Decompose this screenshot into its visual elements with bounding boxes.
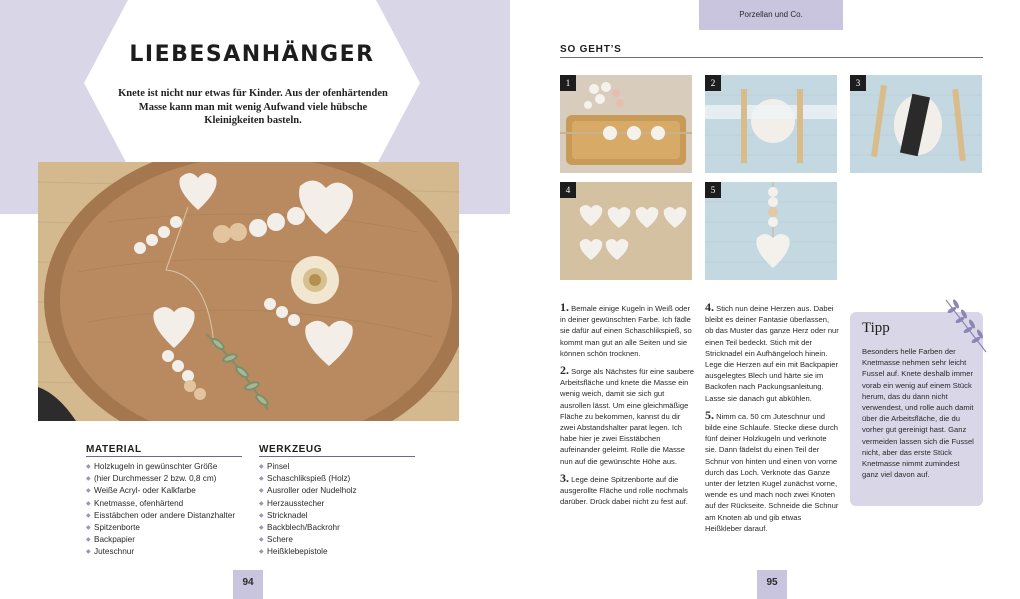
material-item: ◆ (hier Durchmesser 2 bzw. 0,8 cm) — [86, 473, 248, 485]
step-badge: 1 — [560, 75, 576, 91]
step-2 — [560, 365, 695, 467]
werkzeug-item: ◆ Schere — [259, 534, 419, 546]
step-text: Bemale einige Kugeln in Weiß oder in deiner gewünschten Farbe. Ich fädle sie dafür auf einen Schaschlikspieß, so kommt man gut an alle Seiten und sie können schön trocknen. — [560, 304, 692, 358]
step-badge: 4 — [560, 182, 576, 198]
material-rule — [86, 456, 242, 457]
tip-title: Tipp — [862, 320, 890, 336]
werkzeug-item: ◆ Herzausstecher — [259, 498, 419, 510]
material-item: ◆ Holzkugeln in gewünschter Größe — [86, 461, 248, 473]
step-number: 4. — [705, 300, 714, 314]
werkzeug-heading: WERKZEUG — [259, 444, 323, 455]
section-rule — [560, 57, 983, 58]
material-item: ◆ Weiße Acryl- oder Kalkfarbe — [86, 485, 248, 497]
step-badge: 5 — [705, 182, 721, 198]
werkzeug-rule — [259, 456, 415, 457]
material-item: ◆ Spitzenborte — [86, 522, 248, 534]
werkzeug-item: ◆ Heißklebepistole — [259, 546, 419, 558]
page-number-right: 95 — [757, 570, 787, 599]
material-list — [86, 461, 248, 559]
tip-text: Besonders helle Farben der Knetmasse nehmen sehr leicht Fussel auf. Knete deshalb immer vorab ein wenig auf einem Stück herum, das du dann nicht verwendest, und rolle auch damit über die Arbeitsfläche, die du vorher gut gereinigt hast. Ganz vermeiden lassen sich die Fussel nicht, aber das erste Stück Knetmasse nimmt zumindest ganz viel davon auf. — [862, 347, 974, 480]
page-title: LIEBESANHÄNGER — [129, 42, 375, 67]
step-photo-5 — [705, 182, 837, 280]
instructions-column-1 — [560, 302, 695, 513]
step-3 — [560, 470, 695, 508]
step-1 — [560, 302, 695, 359]
step-number: 1. — [560, 300, 569, 314]
material-heading: MATERIAL — [86, 444, 142, 455]
werkzeug-item: ◆ Schaschlikspieß (Holz) — [259, 473, 419, 485]
title-hexagon — [84, 0, 420, 166]
hero-photo — [38, 162, 459, 421]
step-photo-4 — [560, 182, 692, 280]
material-item: ◆ Eisstäbchen oder andere Distanzhalter — [86, 510, 248, 522]
intro-text: Knete ist nicht nur etwas für Kinder. Aus der ofenhärtenden Masse kann man mit wenig Aufwand viele hübsche Kleinigkeiten basteln. — [118, 88, 388, 126]
chapter-tab: Porzellan und Co. — [699, 0, 843, 30]
werkzeug-item: ◆ Backblech/Backrohr — [259, 522, 419, 534]
instructions-column-2 — [705, 302, 839, 540]
material-item: ◆ Backpapier — [86, 534, 248, 546]
page-number-left: 94 — [233, 570, 263, 599]
step-number: 2. — [560, 363, 569, 378]
step-number: 3. — [560, 470, 569, 485]
werkzeug-item: ◆ Ausroller oder Nudelholz — [259, 485, 419, 497]
step-badge: 2 — [705, 75, 721, 91]
step-5 — [705, 407, 839, 534]
werkzeug-item: ◆ Pinsel — [259, 461, 419, 473]
step-photo-2 — [705, 75, 837, 173]
material-item: ◆ Knetmasse, ofenhärtend — [86, 498, 248, 510]
werkzeug-item: ◆ Stricknadel — [259, 510, 419, 522]
step-badge: 3 — [850, 75, 866, 91]
step-text: Sorge als Nächstes für eine saubere Arbeitsfläche und knete die Masse ein wenig weich, damit sie sich gut ausrollen lässt. Um eine gleichmäßige Fläche zu bekommen, kannst du dir zwei Abstandshalter parat legen. Ich habe hier je zwei Eisstäbchen aufeinander geleimt. Rolle die Masse nun auf die gewünschte Höhe aus. — [560, 367, 694, 466]
section-heading: SO GEHT’S — [560, 44, 622, 55]
step-number: 5. — [705, 407, 714, 422]
step-photo-1 — [560, 75, 692, 173]
step-text: Lege deine Spitzenborte auf die ausgerollte Fläche und rolle nochmals darüber. Drück dabei nicht zu fest auf. — [560, 474, 688, 507]
werkzeug-list — [259, 461, 419, 559]
step-text: Stich nun deine Herzen aus. Dabei bleibt es deiner Fantasie überlassen, ob das Muster das ganze Herz oder nur einen Teil bedeckt. Stich mit der Stricknadel ein Aufhängeloch hinein. Lege die Herzen auf ein mit Backpapier ausgelegtes Blech und härte sie im Backofen nach Packungsanleitung. Lasse sie danach gut abkühlen. — [705, 304, 839, 403]
step-photo-3 — [850, 75, 982, 173]
step-text: Nimm ca. 50 cm Juteschnur und bilde eine Schlaufe. Stecke diese durch fünf deiner Holzkugeln und verknote sie. Dann fädelst du einen Teil der Schnur von hinten und einen von vorne durch das Loch. Verknote das Ganze unter der letzten Kugel zunächst vorne, wende es und mach noch zwei Knoten auf der Rückseite. Schneide die Schnur am Knoten ab und gib etwas Heißkleber darauf. — [705, 411, 839, 533]
step-4 — [705, 302, 839, 404]
material-item: ◆ Juteschnur — [86, 546, 248, 558]
